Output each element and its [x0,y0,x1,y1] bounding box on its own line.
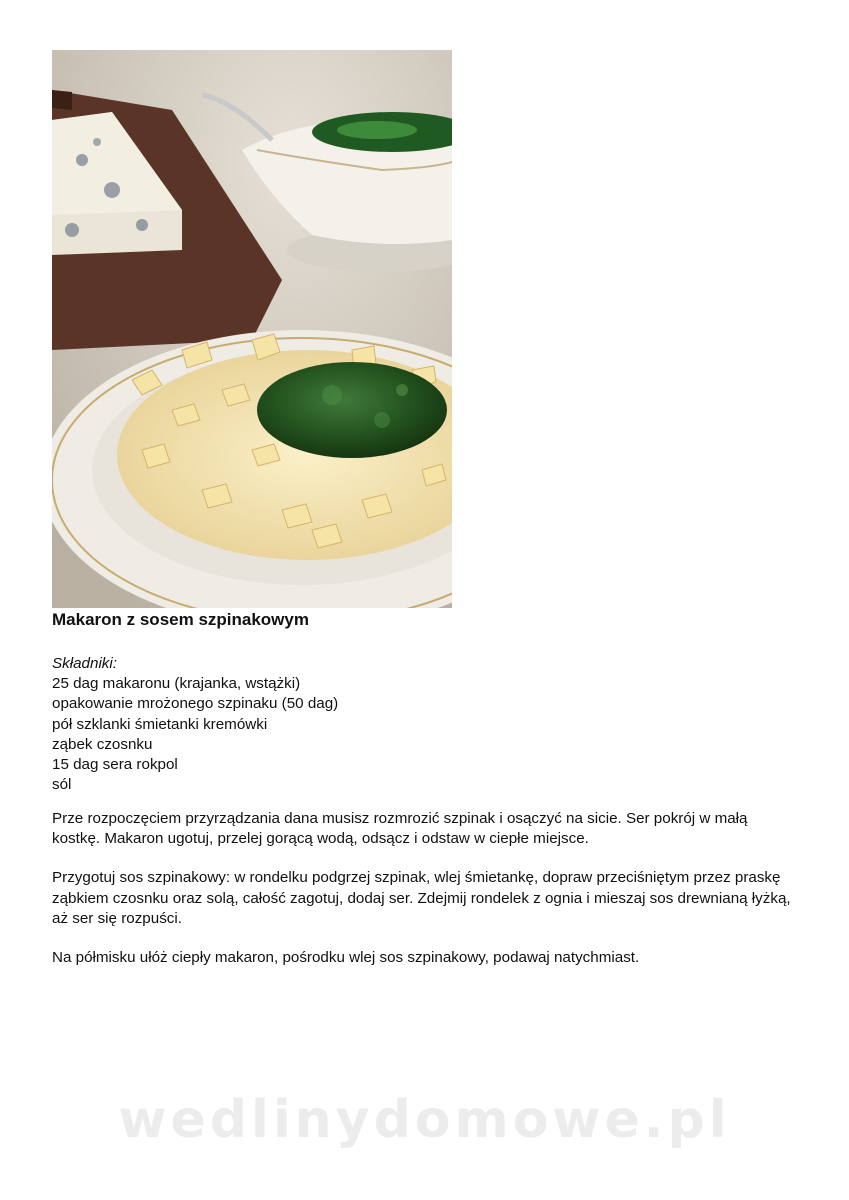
ingredients-list [52,674,792,795]
recipe-title: Makaron z sosem szpinakowym [52,610,309,629]
ingredient-item: pół szklanki śmietanki kremówki [52,715,268,733]
ingredient-item: sól [52,776,72,794]
recipe-photo [52,50,452,608]
ingredients-section [52,654,792,795]
ingredients-label: Składniki: [52,655,117,672]
step-paragraph: Prze rozpoczęciem przyrządzania dana musisz rozmrozić szpinak i osączyć na sicie. Ser pokrój w małą kostkę. Makaron ugotuj, przelej gorącą wodą, odsącz i odstaw w ciepłe miejsce. [52,810,748,848]
ingredient-item: 25 dag makaronu (krajanka, wstążki) [52,675,301,693]
site-watermark: wedlinydomowe.pl [118,1090,731,1150]
ingredient-item: ząbek czosnku [52,735,153,753]
step-paragraph: Na półmisku ułóż ciepły makaron, pośrodku wlej sos szpinakowy, podawaj natychmiast. [52,949,640,967]
ingredient-item: 15 dag sera rokpol [52,756,178,774]
ingredient-item: opakowanie mrożonego szpinaku (50 dag) [52,695,339,713]
preparation-steps [52,809,797,987]
step-paragraph: Przygotuj sos szpinakowy: w rondelku podgrzej szpinak, wlej śmietankę, dopraw przeciśniętym przez praskę ząbkiem czosnku oraz solą, całość zagotuj, dodaj ser. Zdejmij rondelek z ognia i mieszaj sos drewnianą łyżką, aż ser się rozpuści. [52,869,791,927]
